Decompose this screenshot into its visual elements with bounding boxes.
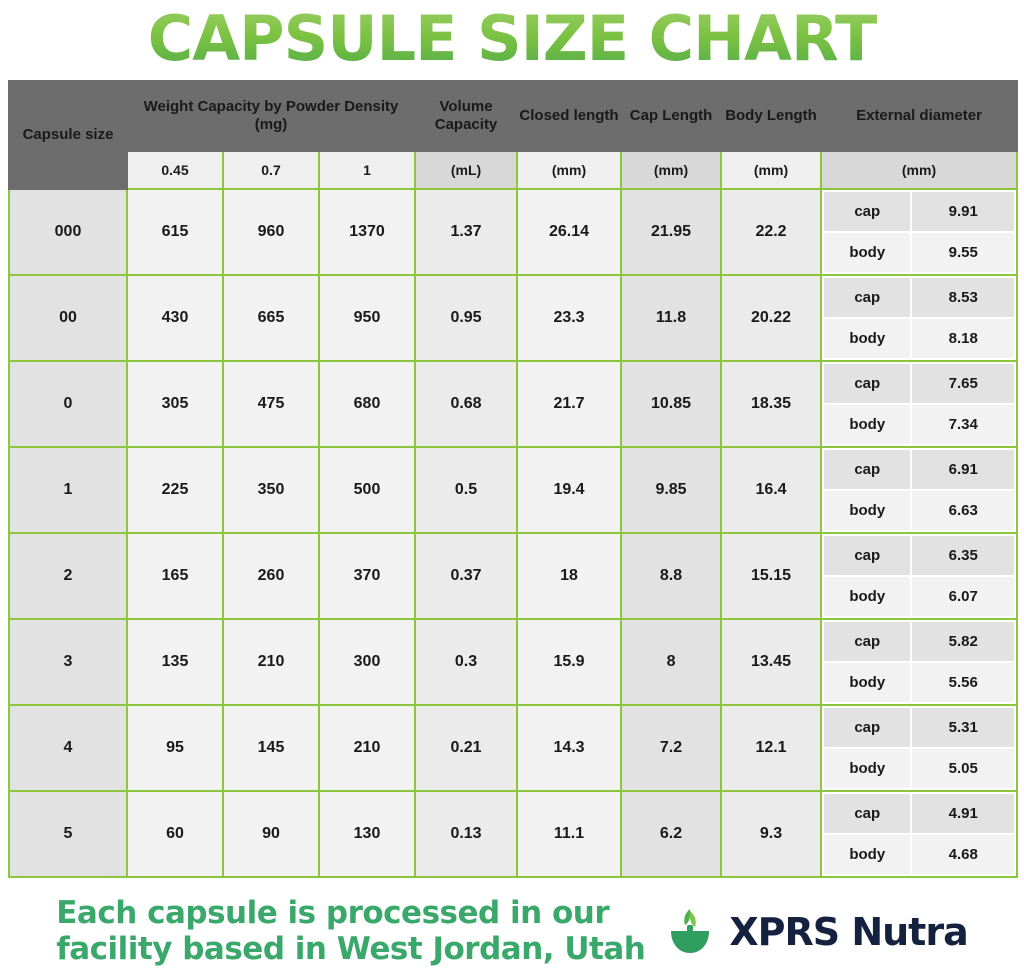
chart-table-container	[0, 80, 1024, 878]
ext-body-label: body	[823, 662, 911, 703]
ext-body-value: 9.55	[911, 232, 1015, 273]
cell-closed-length: 15.9	[517, 619, 621, 705]
cell-cap-length: 7.2	[621, 705, 721, 791]
ext-body-label: body	[823, 404, 911, 445]
cell-weight-07: 260	[223, 533, 319, 619]
ext-cap-value: 4.91	[911, 793, 1015, 834]
cell-weight-1: 500	[319, 447, 415, 533]
brand-logo	[661, 903, 967, 961]
ext-body-label: body	[823, 490, 911, 531]
cell-volume: 0.13	[415, 791, 517, 877]
ext-body-label: body	[823, 576, 911, 617]
cell-weight-045: 135	[127, 619, 223, 705]
ext-cap-label: cap	[823, 449, 911, 490]
cell-body-length: 12.1	[721, 705, 821, 791]
ext-body-label: body	[823, 318, 911, 359]
ext-cap-value: 5.82	[911, 621, 1015, 662]
subheader-ext-units: (mm)	[821, 151, 1017, 189]
cell-external-diameter	[821, 275, 1017, 361]
cell-weight-045: 60	[127, 791, 223, 877]
header-weight-capacity: Weight Capacity by Powder Density (mg)	[127, 81, 415, 151]
cell-capsule-size: 4	[9, 705, 127, 791]
table-row	[9, 533, 1017, 619]
cell-external-diameter	[821, 533, 1017, 619]
cell-weight-07: 145	[223, 705, 319, 791]
ext-body-value: 6.63	[911, 490, 1015, 531]
header-body-length: Body Length	[721, 81, 821, 151]
header-cap-length: Cap Length	[621, 81, 721, 151]
cell-external-diameter	[821, 705, 1017, 791]
cell-closed-length: 26.14	[517, 189, 621, 275]
ext-body-value: 8.18	[911, 318, 1015, 359]
cell-weight-07: 665	[223, 275, 319, 361]
cell-weight-1: 130	[319, 791, 415, 877]
cell-cap-length: 8.8	[621, 533, 721, 619]
cell-capsule-size: 1	[9, 447, 127, 533]
table-row	[9, 619, 1017, 705]
ext-cap-label: cap	[823, 707, 911, 748]
ext-cap-label: cap	[823, 191, 911, 232]
cell-external-diameter	[821, 189, 1017, 275]
ext-cap-label: cap	[823, 363, 911, 404]
header-external-diameter: External diameter	[821, 81, 1017, 151]
ext-cap-value: 5.31	[911, 707, 1015, 748]
cell-external-diameter	[821, 447, 1017, 533]
table-header-row	[9, 81, 1017, 151]
cell-body-length: 16.4	[721, 447, 821, 533]
cell-closed-length: 19.4	[517, 447, 621, 533]
table-row	[9, 447, 1017, 533]
ext-body-value: 6.07	[911, 576, 1015, 617]
cell-body-length: 18.35	[721, 361, 821, 447]
ext-cap-value: 7.65	[911, 363, 1015, 404]
cell-body-length: 13.45	[721, 619, 821, 705]
cell-volume: 0.37	[415, 533, 517, 619]
footer-tagline-line1: Each capsule is processed in our	[56, 895, 610, 931]
header-closed-length: Closed length	[517, 81, 621, 151]
subheader-density-1: 1	[319, 151, 415, 189]
cell-weight-07: 475	[223, 361, 319, 447]
cell-weight-07: 350	[223, 447, 319, 533]
page-title: CAPSULE SIZE CHART	[0, 0, 1024, 80]
cell-volume: 0.5	[415, 447, 517, 533]
header-volume-capacity: Volume Capacity	[415, 81, 517, 151]
cell-closed-length: 14.3	[517, 705, 621, 791]
table-subheader-row	[9, 151, 1017, 189]
ext-cap-label: cap	[823, 535, 911, 576]
cell-cap-length: 21.95	[621, 189, 721, 275]
cell-body-length: 15.15	[721, 533, 821, 619]
cell-cap-length: 6.2	[621, 791, 721, 877]
cell-body-length: 22.2	[721, 189, 821, 275]
ext-body-value: 7.34	[911, 404, 1015, 445]
cell-weight-07: 90	[223, 791, 319, 877]
cell-capsule-size: 2	[9, 533, 127, 619]
cell-cap-length: 10.85	[621, 361, 721, 447]
cell-weight-1: 210	[319, 705, 415, 791]
cell-external-diameter	[821, 619, 1017, 705]
ext-cap-label: cap	[823, 277, 911, 318]
subheader-closed-units: (mm)	[517, 151, 621, 189]
cell-capsule-size: 5	[9, 791, 127, 877]
table-row	[9, 791, 1017, 877]
header-capsule-size: Capsule size	[9, 81, 127, 189]
capsule-size-table	[8, 80, 1018, 878]
ext-cap-value: 6.35	[911, 535, 1015, 576]
footer-tagline-line2: facility based in West Jordan, Utah	[56, 930, 646, 967]
subheader-volume-units: (mL)	[415, 151, 517, 189]
ext-body-label: body	[823, 834, 911, 875]
table-row	[9, 189, 1017, 275]
mortar-and-pestle-leaf-icon	[661, 903, 719, 961]
cell-body-length: 9.3	[721, 791, 821, 877]
cell-capsule-size: 0	[9, 361, 127, 447]
cell-volume: 1.37	[415, 189, 517, 275]
cell-cap-length: 11.8	[621, 275, 721, 361]
subheader-body-units: (mm)	[721, 151, 821, 189]
cell-capsule-size: 00	[9, 275, 127, 361]
cell-external-diameter	[821, 791, 1017, 877]
ext-body-label: body	[823, 748, 911, 789]
ext-body-value: 5.56	[911, 662, 1015, 703]
table-row	[9, 275, 1017, 361]
ext-body-label: body	[823, 232, 911, 273]
ext-body-value: 4.68	[911, 834, 1015, 875]
ext-cap-label: cap	[823, 793, 911, 834]
subheader-density-045: 0.45	[127, 151, 223, 189]
cell-weight-1: 370	[319, 533, 415, 619]
cell-volume: 0.3	[415, 619, 517, 705]
ext-body-value: 5.05	[911, 748, 1015, 789]
cell-cap-length: 9.85	[621, 447, 721, 533]
cell-closed-length: 23.3	[517, 275, 621, 361]
table-row	[9, 705, 1017, 791]
cell-weight-045: 225	[127, 447, 223, 533]
cell-closed-length: 21.7	[517, 361, 621, 447]
cell-weight-1: 950	[319, 275, 415, 361]
cell-weight-045: 305	[127, 361, 223, 447]
cell-volume: 0.21	[415, 705, 517, 791]
cell-weight-045: 430	[127, 275, 223, 361]
footer-tagline	[56, 896, 645, 967]
cell-weight-1: 300	[319, 619, 415, 705]
ext-cap-value: 6.91	[911, 449, 1015, 490]
ext-cap-value: 8.53	[911, 277, 1015, 318]
cell-weight-1: 1370	[319, 189, 415, 275]
subheader-density-07: 0.7	[223, 151, 319, 189]
cell-weight-045: 165	[127, 533, 223, 619]
footer	[0, 878, 1024, 973]
cell-capsule-size: 000	[9, 189, 127, 275]
cell-volume: 0.95	[415, 275, 517, 361]
cell-cap-length: 8	[621, 619, 721, 705]
table-row	[9, 361, 1017, 447]
cell-closed-length: 11.1	[517, 791, 621, 877]
brand-name: XPRS Nutra	[729, 909, 968, 954]
cell-body-length: 20.22	[721, 275, 821, 361]
cell-weight-1: 680	[319, 361, 415, 447]
subheader-cap-units: (mm)	[621, 151, 721, 189]
ext-cap-label: cap	[823, 621, 911, 662]
cell-capsule-size: 3	[9, 619, 127, 705]
cell-weight-07: 960	[223, 189, 319, 275]
cell-external-diameter	[821, 361, 1017, 447]
cell-weight-045: 615	[127, 189, 223, 275]
cell-weight-07: 210	[223, 619, 319, 705]
ext-cap-value: 9.91	[911, 191, 1015, 232]
cell-weight-045: 95	[127, 705, 223, 791]
cell-volume: 0.68	[415, 361, 517, 447]
cell-closed-length: 18	[517, 533, 621, 619]
